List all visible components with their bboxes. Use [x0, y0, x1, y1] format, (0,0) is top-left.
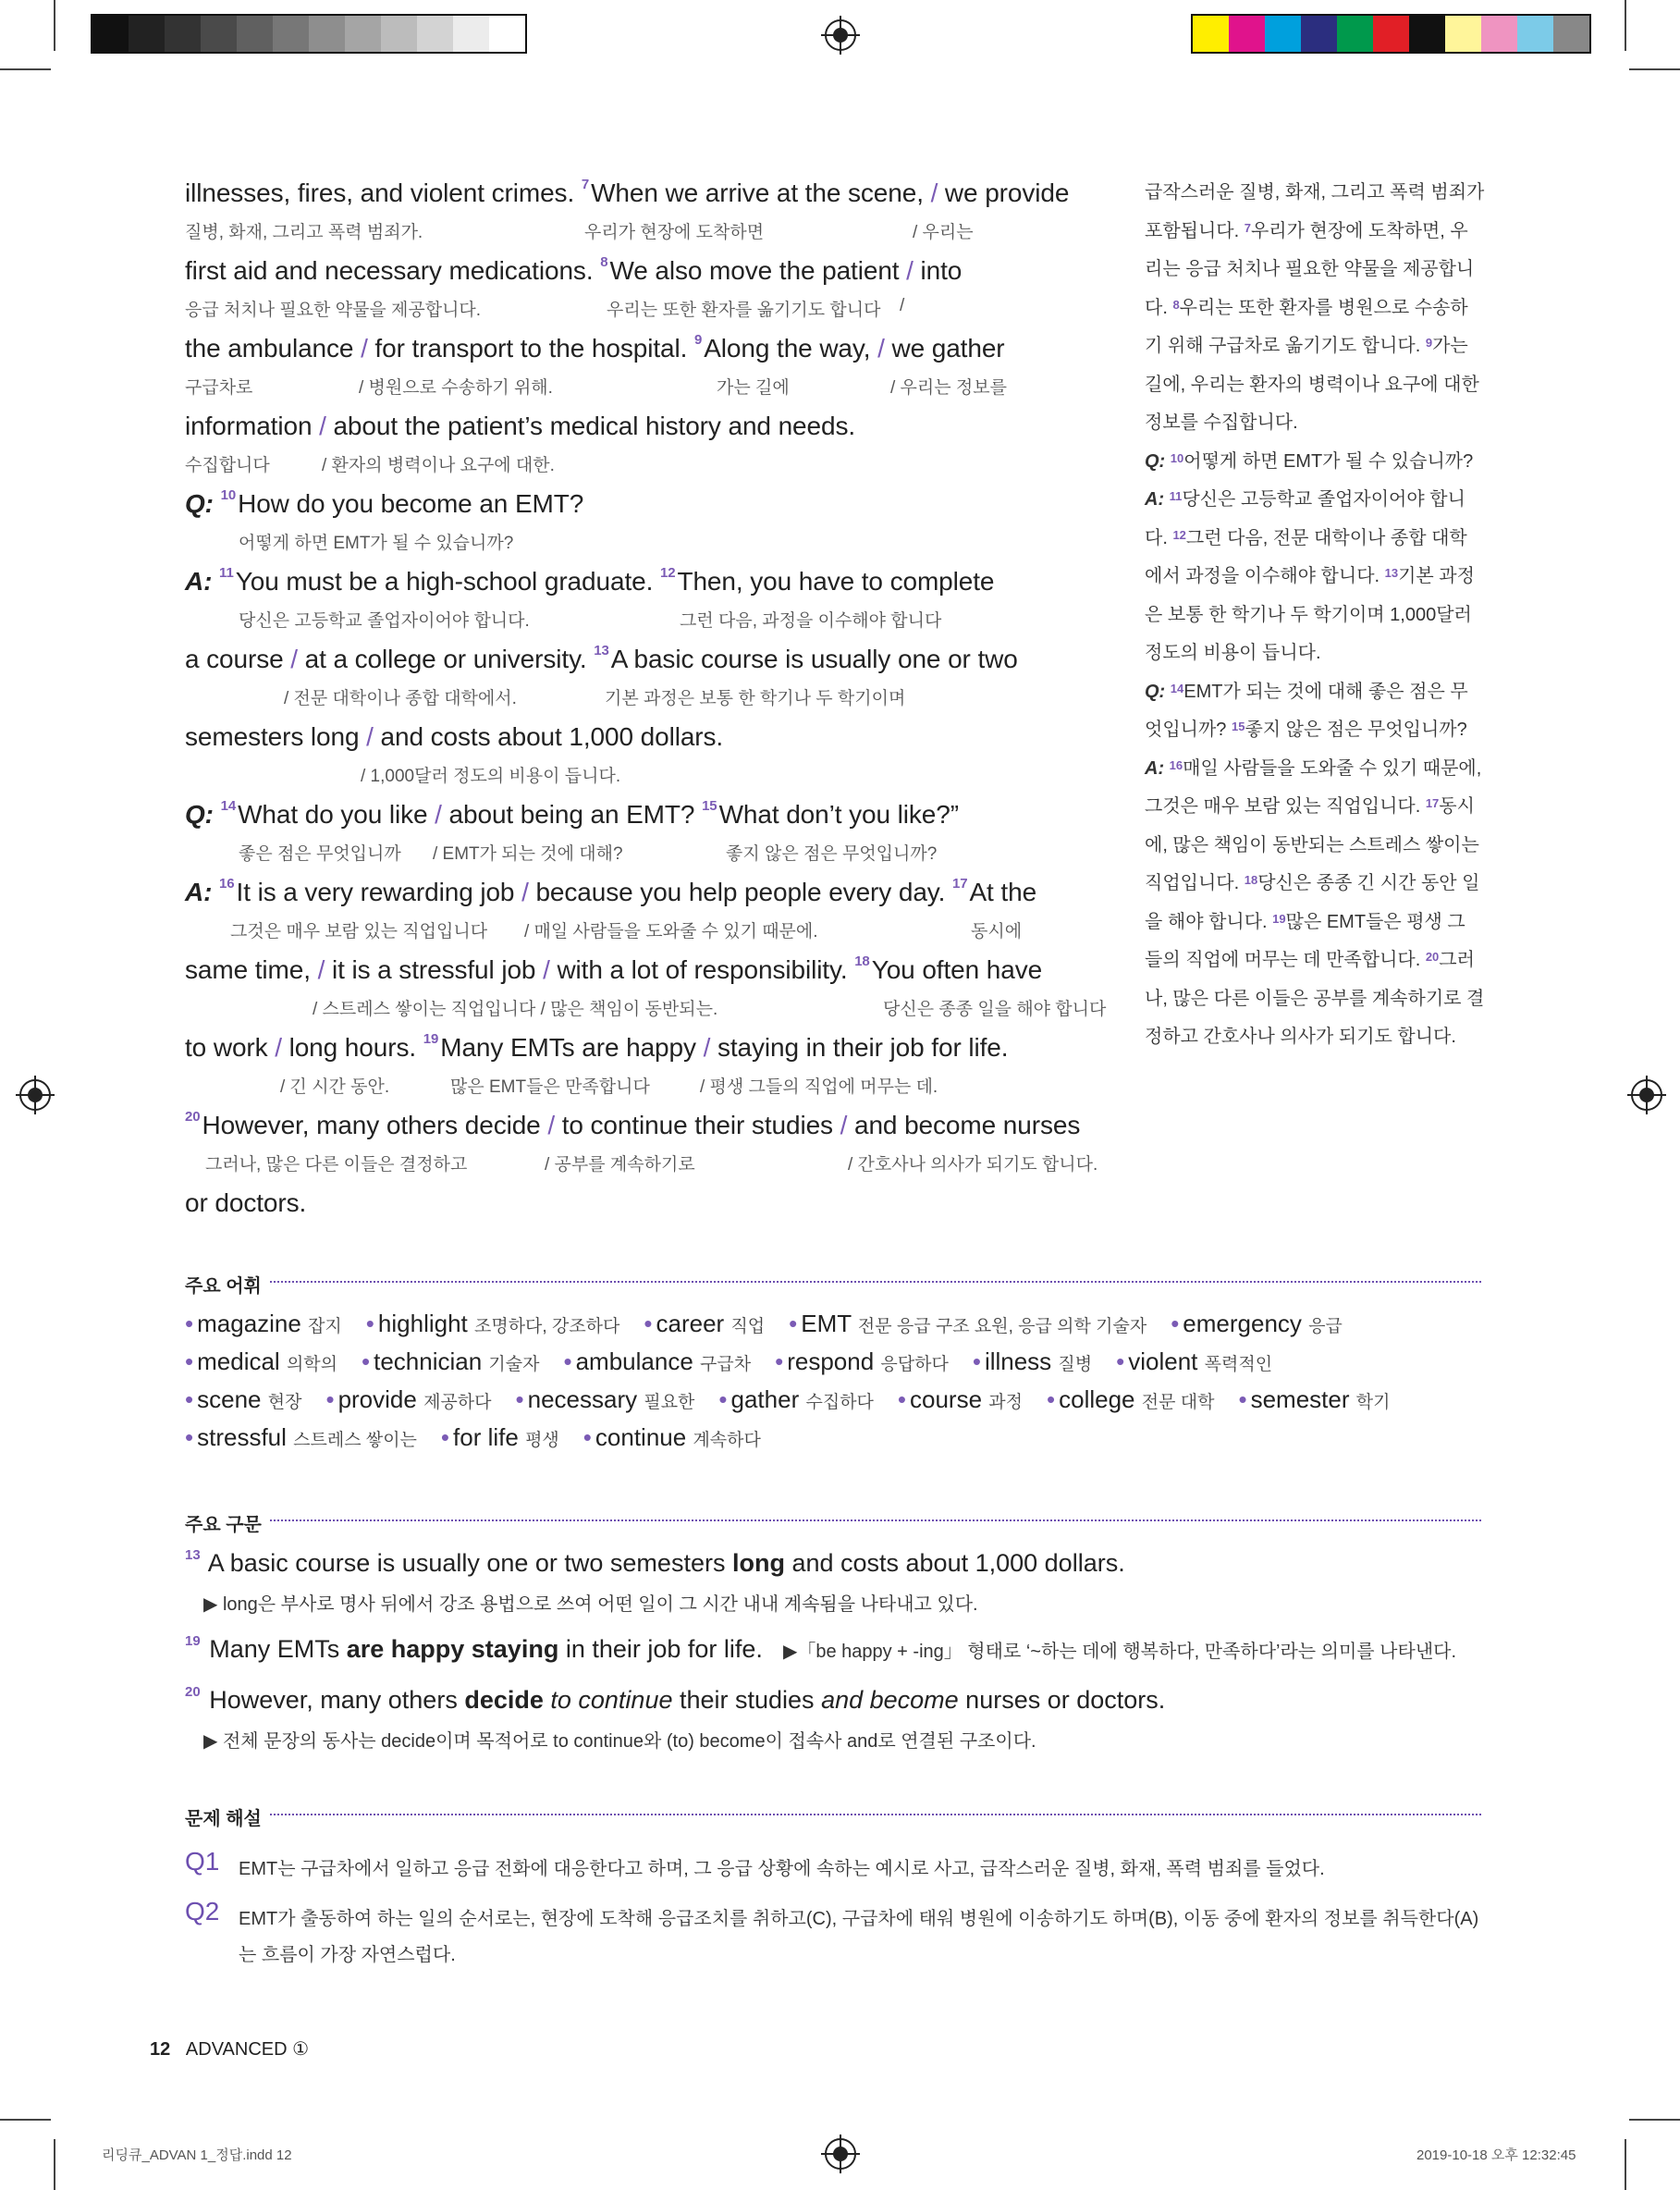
translation-line: Q: $^{10}$어떻게 하면 EMT가 될 수 있습니까? [1145, 450, 1474, 472]
translation-line: 직업입니다. $^{18}$당신은 종종 긴 시간 동안 일 [1145, 873, 1480, 893]
gloss: 응급 처치나 필요한 약물을 제공합니다. [185, 301, 482, 320]
section-title-answers: 문제 해설 [185, 1809, 262, 1829]
crop-mark [54, 0, 55, 51]
color-swatch [1301, 16, 1337, 52]
vocab-item: • illness 질병 [972, 1347, 1093, 1375]
passage-line: A: $^{16}$It is a very rewarding job / because you help people every day. $^{17}$At the [185, 876, 1037, 906]
gloss: 우리가 현장에 도착하면 [584, 223, 765, 242]
passage-line: same time, / it is a stressful job / with a lot of responsibility. $^{18}$You often have [185, 954, 1043, 984]
gloss: / 우리는 [913, 223, 974, 242]
gray-swatch [201, 16, 237, 52]
gloss: 당신은 고등학교 졸업자이어야 합니다. [239, 611, 530, 631]
grammar-sentence: $^{20}$ However, many others decide to continue their studies and become nurses or doctors. [185, 1684, 1166, 1714]
gloss: / 스트레스 쌓이는 직업입니다 / 많은 책임이 동반되는. [313, 1000, 718, 1019]
vocab-item: • scene 현장 [185, 1385, 302, 1413]
translation-line: 길에, 우리는 환자의 병력이나 요구에 대한 [1145, 374, 1479, 395]
gloss: 질병, 화재, 그리고 폭력 범죄가. [185, 223, 423, 242]
gloss: / 우리는 정보를 [890, 378, 1007, 398]
crop-mark [1625, 0, 1626, 51]
section-divider [270, 1814, 1481, 1815]
gray-swatch [309, 16, 345, 52]
translation-line: 정보를 수집합니다. [1145, 412, 1298, 433]
translation-line: 들의 직업에 머무는 데 만족합니다. $^{20}$그러 [1145, 950, 1475, 970]
passage-line: or doctors. [185, 1188, 307, 1217]
translation-line: A: $^{16}$매일 사람들을 도와줄 수 있기 때문에, [1145, 757, 1482, 779]
translation-line: 엇입니까? $^{15}$좋지 않은 점은 무엇입니까? [1145, 720, 1467, 740]
translation-line: A: $^{11}$당신은 고등학교 졸업자이어야 합니 [1145, 489, 1465, 510]
color-swatch [1517, 16, 1553, 52]
vocab-item: • highlight 조명하다, 강조하다 [365, 1310, 620, 1337]
crop-mark [1629, 2119, 1680, 2121]
color-swatch [1337, 16, 1373, 52]
gloss: / 평생 그들의 직업에 머무는 데. [700, 1077, 938, 1097]
gloss: 그러나, 많은 다른 이들은 결정하고 [205, 1155, 468, 1175]
gloss: 기본 과정은 보통 한 학기나 두 학기이며 [605, 689, 906, 708]
vocab-row [185, 1385, 1414, 1414]
gloss: / 1,000달러 정도의 비용이 듭니다. [361, 767, 621, 786]
passage-line: first aid and necessary medications. $^8$We also move the patient / into [185, 254, 963, 285]
passage-line: Q: $^{14}$What do you like / about being an EMT? $^{15}$What don’t you like?” [185, 798, 959, 829]
crop-mark [54, 2139, 55, 2190]
vocab-item: • emergency 응급 [1171, 1310, 1343, 1337]
translation-line: 포함됩니다. $^7$우리가 현장에 도착하면, 우 [1145, 220, 1468, 241]
gray-swatch [273, 16, 309, 52]
gray-swatch [129, 16, 165, 52]
crop-mark [0, 2119, 51, 2121]
vocab-row [185, 1310, 1367, 1338]
vocab-item: • college 전문 대학 [1047, 1385, 1215, 1413]
gloss: / 공부를 계속하기로 [545, 1155, 695, 1175]
color-swatch [1193, 16, 1229, 52]
translation-line: 리는 응급 처치나 필요한 약물을 제공합니 [1145, 259, 1475, 279]
grammar-note: ▶ 전체 문장의 동사는 decide이며 목적어로 to continue와 (to) become이 접속사 and로 연결된 구조이다. [203, 1731, 1036, 1752]
vocab-item: • provide 제공하다 [325, 1385, 492, 1413]
gray-swatch [237, 16, 273, 52]
section-divider [270, 1519, 1481, 1521]
translation-line: 을 해야 합니다. $^{19}$많은 EMT들은 평생 그 [1145, 911, 1465, 932]
crop-mark [0, 68, 51, 70]
gloss: / 긴 시간 동안. [280, 1077, 390, 1097]
translation-line: 급작스러운 질병, 화재, 그리고 폭력 범죄가 [1145, 182, 1485, 203]
translation-line: 에서 과정을 이수해야 합니다. $^{13}$기본 과정 [1145, 566, 1475, 586]
registration-mark-left [19, 1079, 51, 1111]
translation-line: 은 보통 한 학기나 두 학기이며 1,000달러 [1145, 604, 1472, 625]
answer-text: 는 흐름이 가장 자연스럽다. [239, 1945, 456, 1965]
passage-line: semesters long / and costs about 1,000 dollars. [185, 722, 724, 751]
vocab-item: • respond 응답하다 [775, 1347, 949, 1375]
color-swatch [1265, 16, 1301, 52]
answer-text: EMT가 출동하여 하는 일의 순서로는, 현장에 도착해 응급조치를 취하고(C), 구급차에 태워 병원에 이송하기도 하며(B), 이동 중에 환자의 정보를 취득한다(A) [239, 1909, 1479, 1929]
gloss: / 매일 사람들을 도와줄 수 있기 때문에. [524, 922, 818, 941]
gloss: 당신은 종종 일을 해야 합니다 [883, 1000, 1107, 1019]
vocab-item: • EMT 전문 응급 구조 요원, 응급 의학 기술자 [789, 1310, 1147, 1337]
section-title-vocabulary: 주요 어휘 [185, 1276, 262, 1297]
crop-mark [1625, 2139, 1626, 2190]
gray-swatch [381, 16, 417, 52]
color-swatch [1481, 16, 1517, 52]
gray-swatch [345, 16, 381, 52]
slug-timestamp: 2019-10-18 오후 12:32:45 [1416, 2147, 1576, 2163]
passage-line: illnesses, fires, and violent crimes. $^7$When we arrive at the scene, / we provide [185, 177, 1070, 207]
color-swatch [1409, 16, 1445, 52]
grammar-sentence: $^{13}$ A basic course is usually one or two semesters long and costs about 1,000 dollars. [185, 1547, 1125, 1577]
vocab-item: • technician 기술자 [362, 1347, 540, 1375]
gray-swatch [417, 16, 453, 52]
registration-mark-top [825, 19, 856, 51]
translation-line: 다. $^{12}$그런 다음, 전문 대학이나 종합 대학 [1145, 527, 1467, 548]
translation-line: 정하고 간호사나 의사가 되기도 합니다. [1145, 1027, 1456, 1047]
color-swatch [1553, 16, 1589, 52]
vocab-item: • course 과정 [897, 1385, 1024, 1413]
answer-text: EMT는 구급차에서 일하고 응급 전화에 대응한다고 하며, 그 응급 상황에 속하는 예시로 사고, 급작스러운 질병, 화재, 폭력 범죄를 들었다. [239, 1859, 1325, 1879]
gloss: 수집합니다 [185, 456, 270, 475]
gloss: 그런 다음, 과정을 이수해야 합니다 [680, 611, 942, 631]
gloss: / 간호사나 의사가 되기도 합니다. [848, 1155, 1098, 1175]
gray-swatch [453, 16, 489, 52]
translation-line: 기 위해 구급차로 옮기기도 합니다. $^9$가는 [1145, 336, 1468, 356]
vocab-item: • gather 수집하다 [718, 1385, 874, 1413]
vocab-item: • magazine 잡지 [185, 1310, 342, 1337]
vocab-item: • for life 평생 [440, 1423, 559, 1451]
translation-line: 그것은 매우 보람 있는 직업입니다. $^{17}$동시 [1145, 796, 1475, 817]
color-swatch [1229, 16, 1265, 52]
vocab-item: • violent 폭력적인 [1116, 1347, 1273, 1375]
gloss: / 환자의 병력이나 요구에 대한. [322, 456, 555, 475]
vocab-item: • stressful 스트레스 쌓이는 [185, 1423, 417, 1451]
gloss: 어떻게 하면 EMT가 될 수 있습니까? [239, 534, 514, 553]
gloss: 우리는 또한 환자를 옮기기도 합니다 [607, 301, 881, 320]
vocab-item: • semester 학기 [1238, 1385, 1391, 1413]
registration-mark-bottom [825, 2138, 856, 2170]
grammar-note: ▶ long은 부사로 명사 뒤에서 강조 용법으로 쓰여 어떤 일이 그 시간 내내 계속됨을 나타내고 있다. [203, 1594, 978, 1615]
vocab-item: • career 직업 [644, 1310, 766, 1337]
gloss: 가는 길에 [717, 378, 790, 398]
vocab-item: • continue 계속하다 [582, 1423, 761, 1451]
gray-swatch [92, 16, 129, 52]
vocab-item: • ambulance 구급차 [563, 1347, 752, 1375]
section-divider [270, 1281, 1481, 1283]
vocab-item: • medical 의학의 [185, 1347, 337, 1375]
page-footer: 12 ADVANCED ① [150, 2039, 310, 2060]
gloss: 동시에 [971, 922, 1023, 941]
color-calibration-bar [1191, 14, 1591, 54]
passage-line: to work / long hours. $^{19}$Many EMTs are happy / staying in their job for life. [185, 1031, 1009, 1062]
gloss: / [900, 296, 905, 315]
passage-line: a course / at a college or university. $^{13}$A basic course is usually one or two [185, 643, 1018, 673]
translation-line: 정도의 비용이 듭니다. [1145, 643, 1321, 663]
gray-swatch [165, 16, 201, 52]
vocab-item: • necessary 필요한 [515, 1385, 695, 1413]
gloss: / EMT가 되는 것에 대해? [433, 844, 623, 864]
grammar-sentence: $^{19}$ Many EMTs are happy staying in their job for life. ▶「be happy + -ing」 형태로 ‘~하는 데에 행복하다, 만족하다’라는 의미를 나타낸다. [185, 1633, 1457, 1663]
gloss: 구급차로 [185, 378, 253, 398]
gray-swatch [489, 16, 525, 52]
crop-mark [1629, 68, 1680, 70]
gloss: / 병원으로 수송하기 위해. [359, 378, 553, 398]
passage-line: Q: $^{10}$How do you become an EMT? [185, 487, 584, 518]
slug-filename: 리딩큐_ADVAN 1_정답.indd 12 [102, 2147, 292, 2163]
translation-line: 나, 많은 다른 이들은 공부를 계속하기로 결 [1145, 988, 1485, 1009]
gloss: 그것은 매우 보람 있는 직업입니다 [230, 922, 488, 941]
translation-line: Q: $^{14}$EMT가 되는 것에 대해 좋은 점은 무 [1145, 681, 1468, 702]
grayscale-calibration-bar [91, 14, 527, 54]
gloss: 많은 EMT들은 만족합니다 [450, 1077, 650, 1097]
vocab-row [185, 1347, 1296, 1376]
full-translation [1145, 174, 1485, 1057]
color-swatch [1373, 16, 1409, 52]
registration-mark-right [1631, 1079, 1662, 1111]
passage-line: $^{20}$However, many others decide / to continue their studies / and become nurses [185, 1109, 1081, 1139]
translation-line: 다. $^8$우리는 또한 환자를 병원으로 수송하 [1145, 297, 1468, 318]
section-title-grammar: 주요 구문 [185, 1515, 262, 1535]
passage-line: information / about the patient’s medical history and needs. [185, 412, 856, 440]
translation-line: 에, 많은 책임이 동반되는 스트레스 쌓이는 [1145, 834, 1479, 855]
passage-line: the ambulance / for transport to the hospital. $^9$Along the way, / we gather [185, 332, 1005, 363]
answer-number: Q1 [185, 1847, 220, 1876]
gloss: / 전문 대학이나 종합 대학에서. [284, 689, 517, 708]
answer-number: Q2 [185, 1897, 220, 1925]
gloss: 좋지 않은 점은 무엇입니까? [726, 844, 938, 864]
passage-line: A: $^{11}$You must be a high-school graduate. $^{12}$Then, you have to complete [185, 565, 995, 596]
color-swatch [1445, 16, 1481, 52]
gloss: 좋은 점은 무엇입니까 [239, 844, 401, 864]
vocab-row [185, 1423, 785, 1452]
